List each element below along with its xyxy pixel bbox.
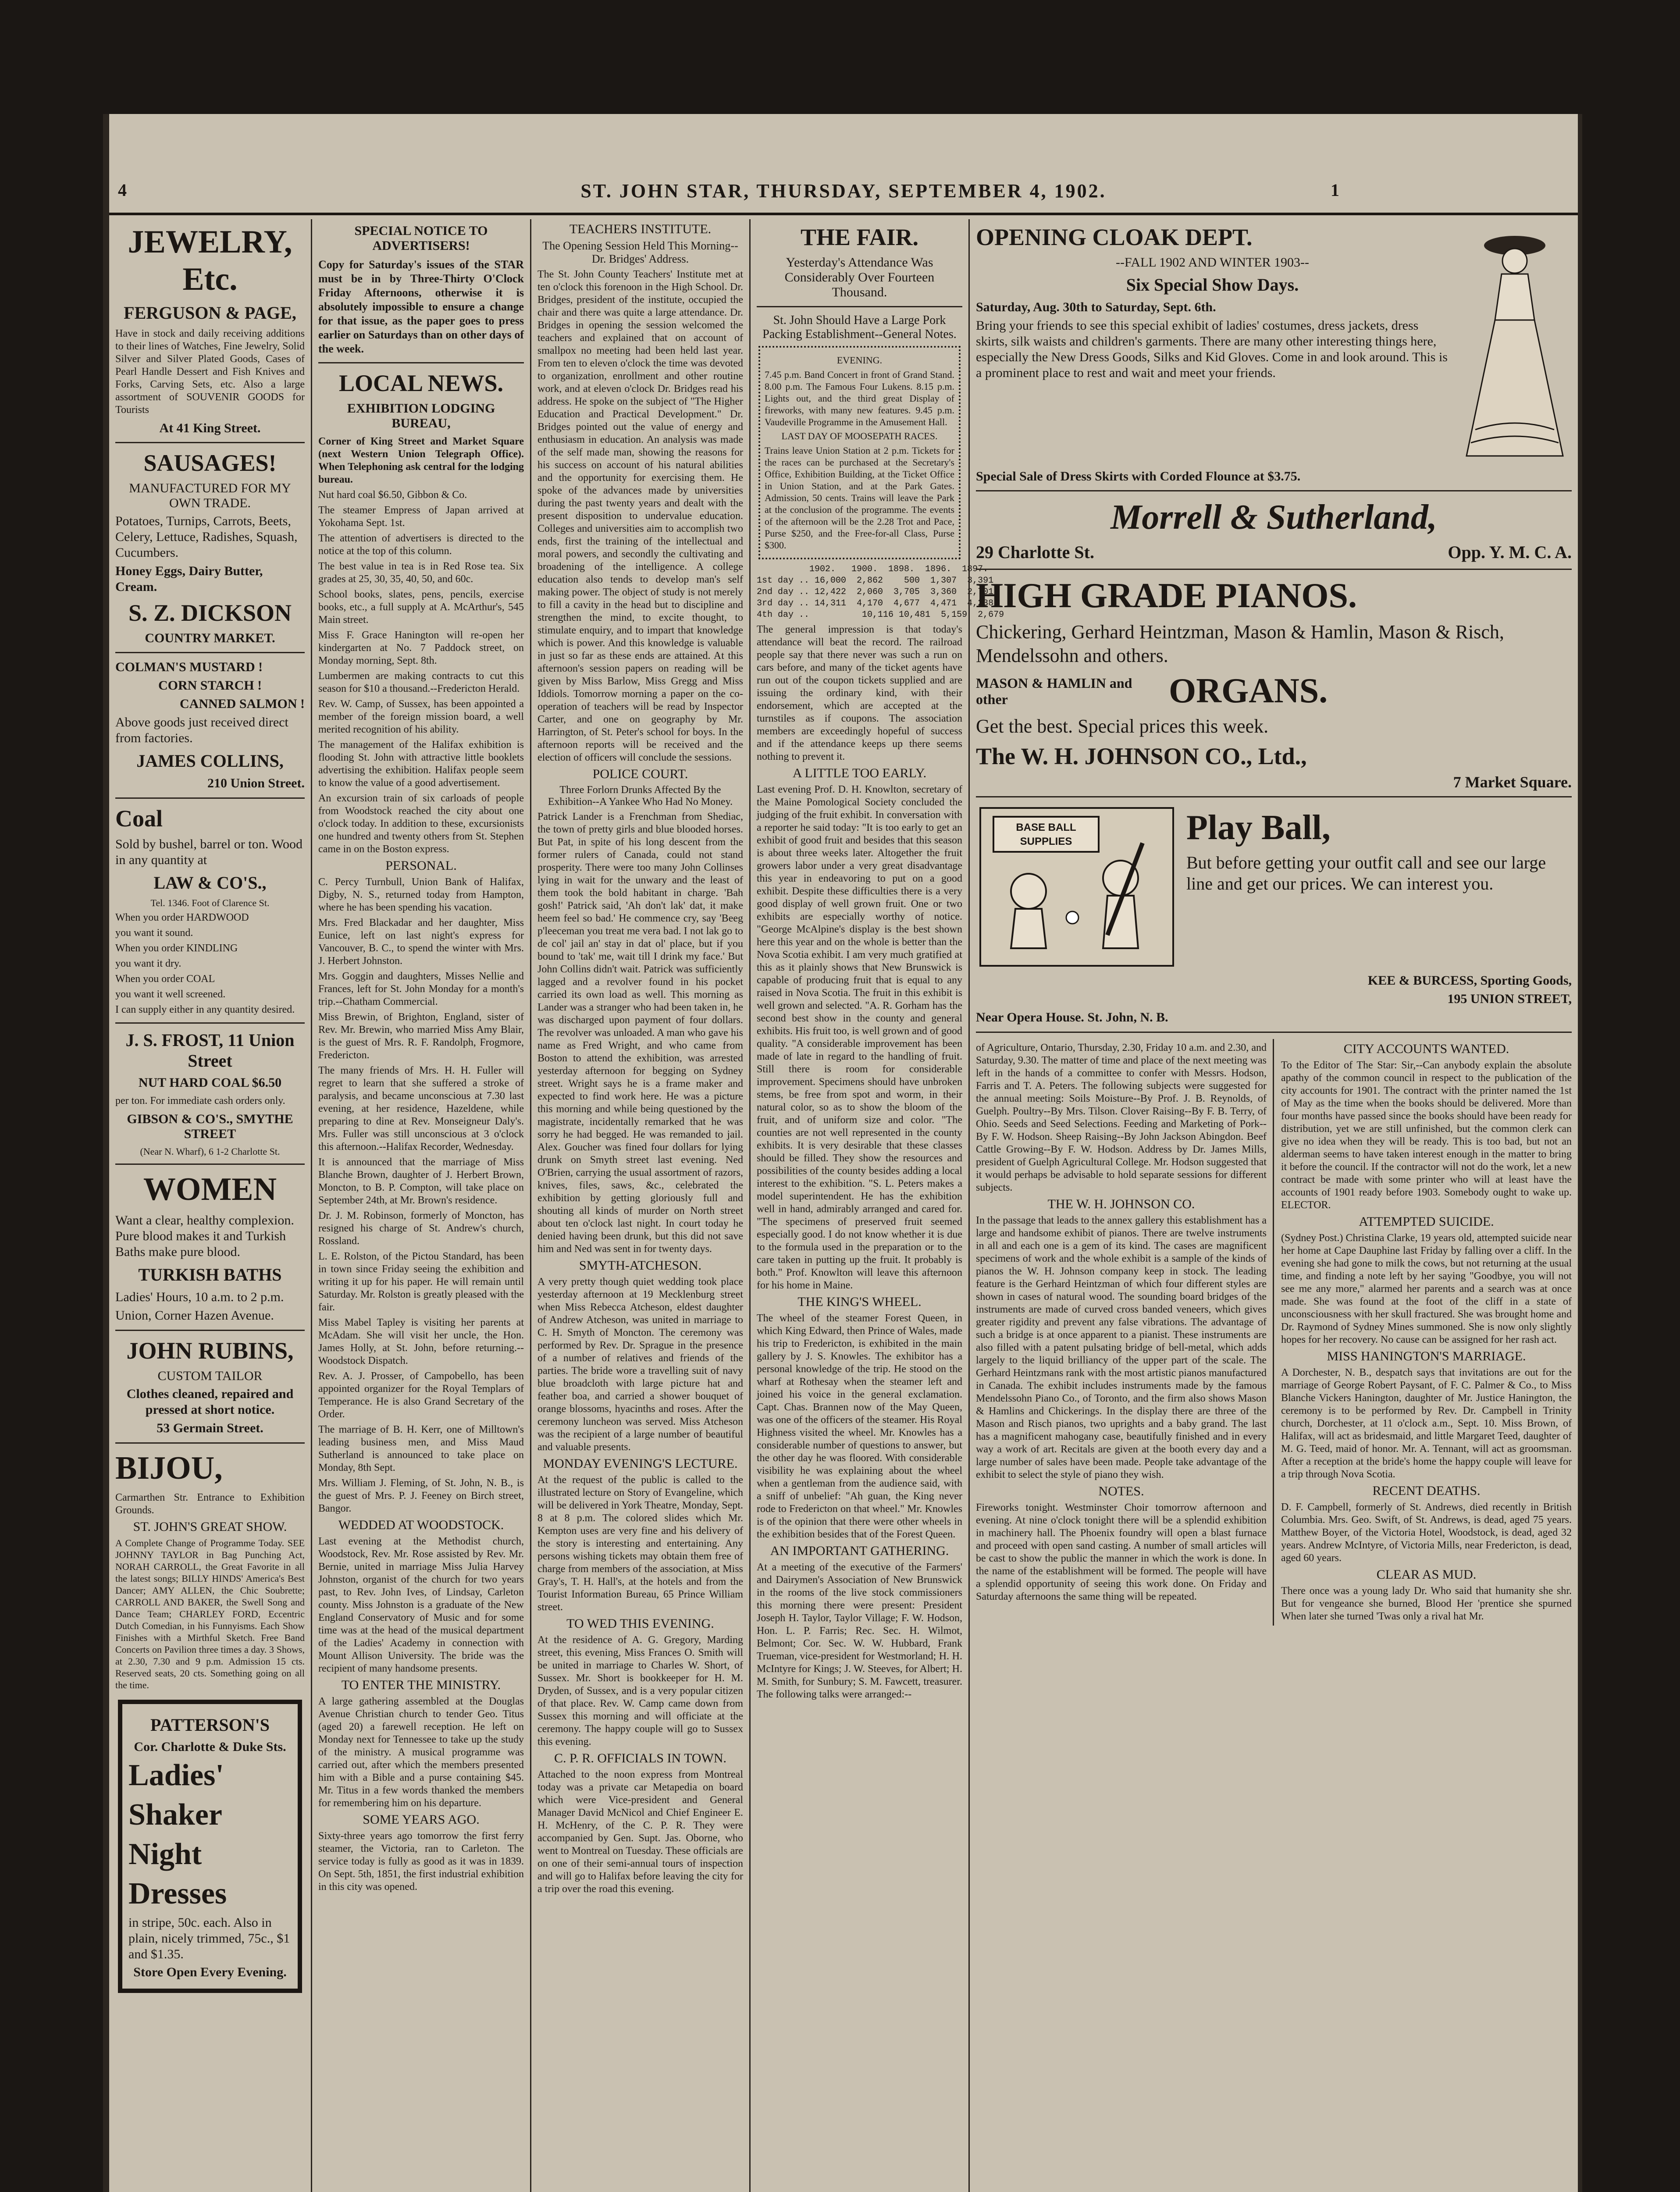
column-5 xyxy=(968,219,1578,2192)
column-1-ads xyxy=(109,219,311,2192)
local-item: Lumbermen are making contracts to cut this season for $10 a thousand.--Fredericton Herald. xyxy=(318,670,524,694)
bijou-text: A Complete Change of Programme Today. SEE JOHNNY TAYLOR in Bag Punching Act, NORAH CARROLL, the Great Favorite in all the latest songs; BILLY HINDS' America's Best Dancer; AMY ALLEN, the Chic Soubrette; CARROLL AND BAKER, the Swell Song and Dance Team; CHARLEY FORD, Eccentric Dutch Comedian, in his Funnyisms. Each Show Finishes with a Mirthful Sketch. Free Band Concerts on Pavilion three times a day. 3 Shows, at 2.30, 7.30 and 9 p.m. Admission 15 cts. Reserved seats, 20 cts. Something going on all the time. xyxy=(115,1537,305,1690)
notes-text: Fireworks tonight. Westminster Choir tomorrow afternoon and evening. At nine o'clock tonight there will be a splendid exhibition in machinery hall. The Phoenix foundry will open a blast furnace and proceed with open sand casting. A number of small articles will be cast to show the public the manner in which the work is done. In the name of the establishment will be formed. The people will have a splendid opportunity of seeing this work done. On Friday and Saturday afternoons the same thing will be repeated. xyxy=(976,1502,1267,1602)
organs-text: Get the best. Special prices this week. xyxy=(976,715,1269,737)
lady-in-dress-illustration xyxy=(1449,219,1572,465)
cpr-headline: C. P. R. OFFICIALS IN TOWN. xyxy=(554,1751,727,1765)
dickson-name: S. Z. DICKSON xyxy=(128,600,292,626)
sausages-sub: MANUFACTURED FOR MY OWN TRADE. xyxy=(129,481,291,510)
attendance-table-header: 1902. 1900. 1898. 1896. 1897. xyxy=(757,564,989,574)
turkish-address: Union, Corner Hazen Avenue. xyxy=(115,1308,274,1323)
personal-item: Mrs. Fred Blackadar and her daughter, Miss Eunice, left on last night's express for Vancouver, B. C., to spend the winter with Mrs. J. Herbert Johnston. xyxy=(318,917,524,967)
races-headline: LAST DAY OF MOOSEPATH RACES. xyxy=(781,431,938,441)
patterson-line-4: Dresses xyxy=(128,1877,227,1911)
masthead-title: ST. JOHN STAR, THURSDAY, SEPTEMBER 4, 1902. xyxy=(580,180,1107,202)
deaths-text: D. F. Campbell, formerly of St. Andrews, died recently in British Columbia. Mrs. Geo. Swift, of St. Andrews, is dead, aged 75 years. Matthew Boyer, of the Victoria Hotel, Woodstock, is dead, aged 32 years. Andrew McIntyre, of Victoria Mills, near Fredericton, is dead, aged 60 years. xyxy=(1281,1502,1572,1564)
divider xyxy=(318,362,524,363)
colman-line-2: CORN STARCH ! xyxy=(158,678,262,693)
ministry-text: A large gathering assembled at the Douglas Avenue Christian church to tender Geo. Titus (aged 20) a farewell reception. He left on Monday next for Tennessee to take up the study of the ministry. A musical programme was carried out, after which the members presented him with a Bible and a purse containing $45. Mr. Titus in a few words thanked the members for remembering him on his departure. xyxy=(318,1696,524,1809)
suicide-text: (Sydney Post.) Christina Clarke, 19 years old, attempted suicide near her home at Cape Dauphine last Friday by falling over a cliff. In the evening she had gone to milk the cows, but not returning at the usual time, and finding a note left by her saying "Goodbye, you will not see me any more," alarmed her parents and a search was at once made. She was found at the foot of the cliff in a state of unconsciousness with her skull fractured. She was brought home and Dr. Raymond of Sydney Mines summoned. She is now only slightly hopes for her recovery. No cause can be assigned for her rash act. xyxy=(1281,1232,1572,1345)
women-headline: WOMEN xyxy=(143,1171,277,1207)
column-3 xyxy=(530,219,749,2192)
personal-item: Miss Mabel Tapley is visiting her parents at McAdam. She will visit her uncle, the Hon. James Holly, at St. John, before returning.--Woodstock Dispatch. xyxy=(318,1317,524,1366)
local-item: The steamer Empress of Japan arrived at Yokohama Sept. 1st. xyxy=(318,505,524,529)
lecture-text: At the request of the public is called to the illustrated lecture on Story of Evangeline, which will be delivered in York Theatre, Monday, Sept. 8 at 8 p.m. The colored slides which Mr. Kempton uses are very fine and his delivery of the story is interesting and entertaining. Any persons wishing tickets may obtain them free of charge from members of the association, at Miss Gray's, T. H. Hall's, at the hotels and from the Tourist Information Bureau, 65 Prince William street. xyxy=(537,1474,743,1613)
rubins-address: 53 Germain Street. xyxy=(157,1421,263,1435)
frost-coal: NUT HARD COAL $6.50 xyxy=(138,1075,282,1090)
lecture-headline: MONDAY EVENING'S LECTURE. xyxy=(543,1456,738,1471)
years-ago-text: Sixty-three years ago tomorrow the first ferry steamer, the Victoria, ran to Carleton. The service today is fully as good as it was in 1839. On Sept. 5th, 1851, the first industrial exhibition in this city was opened. xyxy=(318,1830,524,1893)
baseball-sign-text: BASE BALL xyxy=(1016,822,1076,833)
kee-name: KEE & BURCESS, Sporting Goods, xyxy=(1367,973,1572,988)
deaths-headline: RECENT DEATHS. xyxy=(1372,1484,1481,1498)
accounts-headline: CITY ACCOUNTS WANTED. xyxy=(1343,1042,1509,1056)
local-item: Nut hard coal $6.50, Gibbon & Co. xyxy=(318,489,467,501)
wedded-headline: WEDDED AT WOODSTOCK. xyxy=(338,1518,504,1532)
local-item: An excursion train of six carloads of people from Woodstock reached the city about one o'clock today. In addition to these, excursionists one hundred and twenty others from St. Stephen came in on the Boston express. xyxy=(318,793,524,855)
patterson-ad xyxy=(118,1700,302,1993)
newspaper-page xyxy=(103,114,1582,2192)
personal-item: The many friends of Mrs. H. H. Fuller will regret to learn that she suffered a stroke of paralysis, and became unconscious at 7.30 last evening, at her residence, Hazeldene, while preparing to dine at Rev. Monseigneur Daly's. Mrs. Fuller was still unconscious at 3 o'clock this afternoon.--Halifax Recorder, Wednesday. xyxy=(318,1065,524,1153)
cloak-sale: Special Sale of Dress Skirts with Corded Flounce at $3.75. xyxy=(976,469,1301,484)
teachers-headline: TEACHERS INSTITUTE. xyxy=(569,222,712,236)
organs-row xyxy=(976,671,1572,711)
local-item: Miss F. Grace Hanington will re-open her kindergarten at No. 7 Paddock street, on Monday morning, Sept. 8th. xyxy=(318,630,524,666)
mud-headline: CLEAR AS MUD. xyxy=(1376,1567,1477,1582)
law-supply: I can supply either in any quantity desired. xyxy=(115,1004,295,1015)
personal-item: Dr. J. M. Robinson, formerly of Moncton, has resigned his charge of St. Andrew's church, Rossland. xyxy=(318,1210,524,1247)
coal-headline: Coal xyxy=(115,805,163,832)
local-item: The best value in tea is in Red Rose tea. Six grades at 25, 30, 35, 40, 50, and 60c. xyxy=(318,561,524,585)
cpr-text: Attached to the noon express from Montreal today was a private car Metapedia on board which were Vice-president and General Manager David McNicol and Chief Engineer E. H. McHenry, of the C. P. R. They were accompanied by Gen. Supt. Jas. Oborne, who went to Montreal on Tuesday. These officials are on one of their semi-annual tours of inspection and will go to Halifax before leaving the city for a trip over the road this evening. xyxy=(537,1769,743,1895)
frost-text: per ton. For immediate cash orders only. xyxy=(115,1095,285,1107)
divider xyxy=(115,1442,305,1444)
suicide-headline: ATTEMPTED SUICIDE. xyxy=(1359,1214,1494,1229)
evening-program-box xyxy=(758,346,961,559)
divider xyxy=(976,569,1572,570)
patterson-text: in stripe, 50c. each. Also in plain, nicely trimmed, 75c., $1 and $1.35. xyxy=(128,1915,290,1961)
ferguson-text: Have in stock and daily receiving additions to their lines of Watches, Fine Jewelry, Solid Silver and Silver Plated Goods, Cases of Pearl Handle Dessert and Fish Knives and Forks, Carving Sets, etc. Also a large assortment of SOUVENIR GOODS for Tourists xyxy=(115,328,305,416)
gathering-headline: AN IMPORTANT GATHERING. xyxy=(770,1544,949,1558)
cloak-text: Bring your friends to see this special exhibit of ladies' costumes, dress jackets, dress skirts, silk waists and children's garments. There are many other interesting things here, especially the New Dress Goods, Silks and Kid Gloves. Come in and look around. This is a prominent place to rest and wait and meet your friends. xyxy=(976,318,1448,380)
coal-text: Sold by bushel, barrel or ton. Wood in any quantity at xyxy=(115,837,303,867)
lodging-text: Corner of King Street and Market Square (next Western Union Telegraph Office). When Telephoning ask central for the lodging bureau. xyxy=(318,436,524,485)
local-item: Rev. W. Camp, of Sussex, has been appointed a member of the foreign mission board, a well merited recognition of his ability. xyxy=(318,698,524,735)
divider xyxy=(115,1022,305,1024)
marriage-text: A Dorchester, N. B., despatch says that invitations are out for the marriage of George Robert Paysant, of F. C. Palmer & Co., to Miss Blanche Vickers Hanington, daughter of Mr. Justice Hanington, the ceremony is to be performed by Rev. Dr. Campbell in Trinity church, Dorchester, at 11 o'clock a.m., Sept. 10. Miss Brown, of Halifax, will act as bridesmaid, and little Margaret Teed, daughter of M. G. Teed, maid of honor. Mr. A. Tennant, will act as groomsman. After a reception at the bride's home the happy couple will leave for a trip through Nova Scotia. xyxy=(1281,1367,1572,1480)
police-subhead: Three Forlorn Drunks Affected By the Exhibition--A Yankee Who Had No Money. xyxy=(548,784,733,808)
years-ago-headline: SOME YEARS AGO. xyxy=(363,1812,480,1827)
attendance-row: 3rd day .. 14,311 4,170 4,677 4,471 4,238 xyxy=(757,598,994,608)
personal-item: It is announced that the marriage of Miss Blanche Brown, daughter of J. Herbert Brown, Moncton, to B. P. Compton, will take place on September 24th, at Mr. Brown's residence. xyxy=(318,1156,524,1206)
gibson-name: GIBSON & CO'S., SMYTHE STREET xyxy=(127,1112,293,1141)
local-item: The attention of advertisers is directed to the notice at the top of this column. xyxy=(318,533,524,557)
column-4 xyxy=(749,219,1004,2192)
divider xyxy=(115,1164,305,1165)
bijou-headline: BIJOU, xyxy=(115,1450,223,1486)
personal-headline: PERSONAL. xyxy=(385,858,457,873)
races-text: Trains leave Union Station at 2 p.m. Tickets for the races can be purchased at the Secretary's Office, Exhibition Building, at the Ticket Office in Union Station, and at the Park Gates. Admission, 50 cents. Trains will leave the Park at the conclusion of the programme. The events of the afternoon will be the 2.28 Trot and Pace, Purse $250, and the Free-for-all Class, Purse $300. xyxy=(765,445,954,551)
personal-item: Miss Brewin, of Brighton, England, sister of Rev. Mr. Brewin, who married Miss Amy Blair, is the guest of Mrs. R. F. Randolph, Frogmore, Fredericton. xyxy=(318,1011,524,1061)
collins-name: JAMES COLLINS, xyxy=(136,751,284,771)
law-address: Tel. 1346. Foot of Clarence St. xyxy=(150,897,270,908)
cloak-headline: OPENING CLOAK DEPT. xyxy=(976,224,1253,250)
law-line: you want it dry. xyxy=(115,958,182,969)
attendance-row: 2nd day .. 12,422 2,060 3,705 3,360 2,701 xyxy=(757,587,994,597)
organs-headline: ORGANS. xyxy=(1169,672,1328,710)
pork-subhead: St. John Should Have a Large Pork Packing Establishment--General Notes. xyxy=(762,313,957,341)
local-item: The management of the Halifax exhibition is flooding St. John with attractive little booklets advertising the exhibition. Halifax people seem to know the value of a good advertisement. xyxy=(318,739,524,789)
wed-headline: TO WED THIS EVENING. xyxy=(566,1616,714,1631)
gibson-address: (Near N. Wharf), 6 1-2 Charlotte St. xyxy=(140,1146,280,1157)
cloak-season: --FALL 1902 AND WINTER 1903-- xyxy=(1115,255,1310,270)
divider xyxy=(115,797,305,799)
patterson-footer: Store Open Every Evening. xyxy=(133,1965,287,1979)
law-line: When you order COAL xyxy=(115,973,215,985)
morrell-address-right: Opp. Y. M. C. A. xyxy=(1448,542,1572,562)
morrell-address-row xyxy=(976,542,1572,562)
personal-item: L. E. Rolston, of the Pictou Standard, has been in town since Friday seeing the exhibition and writing it up for his paper. He will remain until Saturday. Mr. Rolston is greatly pleased with the fair. xyxy=(318,1251,524,1313)
divider xyxy=(757,306,962,307)
bijou-title: ST. JOHN'S GREAT SHOW. xyxy=(133,1519,287,1534)
ferguson-address: At 41 King Street. xyxy=(159,421,261,435)
local-news-headline: LOCAL NEWS. xyxy=(338,370,504,396)
evening-headline: EVENING. xyxy=(836,355,883,366)
cloak-dates: Saturday, Aug. 30th to Saturday, Sept. 6th. xyxy=(976,300,1216,314)
smyth-headline: SMYTH-ATCHESON. xyxy=(579,1258,702,1273)
patterson-line-3: Night xyxy=(128,1837,202,1871)
divider xyxy=(115,652,305,653)
play-ball-headline: Play Ball, xyxy=(1186,808,1331,847)
wed-text: At the residence of A. G. Gregory, Marding street, this evening, Miss Frances O. Smith will be united in marriage to Charles W. Short, of Sussex. Mr. Short is bookkeeper for H. M. Dryden, of Sussex, and is a very popular citizen of that place. Rev. W. Camp came down from Sussex this morning and will officiate at the ceremony. The happy couple will go to Sussex this evening. xyxy=(537,1634,743,1747)
teachers-subhead: The Opening Session Held This Morning--Dr. Bridges' Address. xyxy=(542,239,738,265)
mud-text: There once was a young lady Dr. Who said that humanity she shr. But for vengeance she burned, Blood Her 'prentice she spurned When later she turned 'Twas only a rival hat Mr. xyxy=(1281,1585,1572,1622)
fair-subhead: Yesterday's Attendance Was Considerably Over Fourteen Thousand. xyxy=(784,255,935,299)
bottom-left-column xyxy=(976,1039,1274,1626)
patterson-line-1: Ladies' xyxy=(128,1758,224,1792)
evening-text: 7.45 p.m. Band Concert in front of Grand Stand. 8.00 p.m. The Famous Four Lukens. 8.15 p.m. Lights out, and the third great Display of fireworks, with many new features. 9.45 p.m. Vaudeville Programme in the Amusement Hall. xyxy=(765,369,954,427)
jewelry-headline: JEWELRY, Etc. xyxy=(128,224,292,297)
notes-headline: NOTES. xyxy=(1098,1484,1144,1498)
police-headline: POLICE COURT. xyxy=(592,767,688,781)
organs-left: MASON & HAMLIN and other xyxy=(976,675,1132,707)
early-text: Last evening Prof. D. H. Knowlton, secretary of the Maine Pomological Society concluded the judging of the fruit exhibit. In conversation with a reporter he said today: "It is too early to get an exhibit of good fruit and besides that this season is about three weeks later. Altogether the fruit growers labor under a very great disadvantage this year in endeavoring to put on a good exhibit. Despite these difficulties there is a very good display of well grown fruit. One or two exhibits are especially worthy of notice. "George McAlpine's display is the best shown here this year and on the whole is better than the Nova Scotia exhibit. I am very much gratified at this as it plainly shows that New Brunswick is capable of producing fruit that is equal to any raised in Nova Scotia. The fruit in this exhibit is well grown and selected. "A. R. Gorham has the second best show in the county and general exhibits. His fruit too, is well grown and of good quality. "A considerable improvement has been made of late in regard to the handling of fruit. Still there is room for considerable improvement. Specimens should have unbroken stems, be free from spot and worm, in their natural color, so as to show the bloom of the fruit, and of uniform size and color. "The counties are not well represented in the county exhibits. It is very desirable that these classes should be filled. They show the resources and possibilities of the county besides adding a local interest to the exhibition. "S. L. Peters makes a model superintendent. He has the exhibition well in hand, admirably arranged and cared for. "The specimens of preserved fruit seemed especially good. I do not know whether it is due to the formula used in the preparation or to the care taken in putting up the fruit. It probably is both." Prof. Knowlton will leave this afternoon for his home in Maine. xyxy=(757,784,962,1291)
johnson-name: The W. H. JOHNSON CO., Ltd., xyxy=(976,743,1307,769)
fair-text: The general impression is that today's attendance will beat the record. The railroad people say that there never was such a run on cars before, and many of the ticket agents have run out of the coupon tickets supplied and are issuing the ordinary kind, with their endorsement, which are accepted at the turnstiles as if coupons. The association members are exceedingly hopeful of success and if the attendance keeps up there seems nothing to prevent it. xyxy=(757,624,962,762)
whj-text: In the passage that leads to the annex gallery this establishment has a large and handsome exhibit of pianos. There are twelve instruments in all and each one is a gem of its kind. The cases are magnificent specimens of work and the whole exhibit is a sample of the kinds of pianos the W. H. Johnson company keep in stock. The leading feature is the Gerhard Heintzman of which four different styles are shown in cases of natural wood. The sounding board bridges of the instruments are made of curved cross banded veneers, which gives greater rigidity and prevent any false vibrations. The advantage of such a bridge is at once apparent to a pianist. These instruments are also filled with a patent pulsating bridge of bell-metal, which adds largely to the liquid brilliancy of the upper part of the scale. The Gerhard Heintzmans rank with the most artistic pianos manufactured in Canada. The exhibit includes instruments made by the famous Mendelssohn Piano Co., of Toronto, and the firm also shows Mason & Hamlins and Chickerings. In the display there are three of the Mason and Risch pianos, two uprights and a baby grand. The last has a magnificent mahogany case, beautifully finished and in every way a work of art. Recitals are given at the booth every day and a large number of sales have been made. People take advantage of the exhibit to select the style of piano they wish. xyxy=(976,1215,1267,1480)
police-text: Patrick Lander is a Frenchman from Shediac, the town of pretty girls and blue blooded horses. But Pat, in spite of his long descent from the former rulers of Canada, could not stand prosperity. There were too many John Collinses lying in wait for the unwary and the least of them took the bold habitant in charge. 'Bah gosh!' Patrick said, 'Ah don't lak' dat, it make heem feel so bad.' He commence cry, say 'Beeg p'leeceman you treat me vera bad. I not lak go to de col' jail an' stay in dat ol' place, but if you bound to 'tak' me, wait till I drink my face.' But John Collins didn't wait. Patrick was sufficiently lagged and a revolver found in his pocket carried its own load as well. This morning as Lander was a stranger who had been taken in, he was discharged upon payment of four dollars. The revolver was unloaded. A man who gave his name as Fred Wright, and who came from Boston to attend the exhibition, was arrested yesterday afternoon for begging on Sydney street. Wright says he is a frame maker and expected to find work here. He was a picture this morning and while being questioned by the magistrate, incidentally remarked that he was sorry he had begged. He was remanded to jail. Alex. Goucher was fined four dollars for lying drunk on Smyth street last evening. Ned O'Brien, carrying the usual assortment of razors, knives, files, saws, &c., celebrated the exhibition by getting gloriously full and shouting all kinds of murder on North street about ten o'clock last night. In court today he denied having been drunk, but this did not save him and Ned was sent in for twenty days. xyxy=(537,811,743,1255)
law-line: you want it well screened. xyxy=(115,989,226,1000)
turkish-hours: Ladies' Hours, 10 a.m. to 2 p.m. xyxy=(115,1290,284,1304)
local-item: School books, slates, pens, pencils, exercise books, etc., a full supply at A. McArthur's, 545 Main street. xyxy=(318,589,524,626)
turkish-baths-headline: TURKISH BATHS xyxy=(138,1265,282,1285)
pianos-headline: HIGH GRADE PIANOS. xyxy=(976,576,1357,615)
special-notice-headline: SPECIAL NOTICE TO ADVERTISERS! xyxy=(354,224,488,253)
sausages-text-2: Honey Eggs, Dairy Butter, Cream. xyxy=(115,564,263,594)
law-line: you want it sound. xyxy=(115,927,193,939)
attendance-row: 1st day .. 16,000 2,862 500 1,307 3,391 xyxy=(757,576,994,586)
page-number-right: 1 xyxy=(1331,180,1341,200)
whj-headline: THE W. H. JOHNSON CO. xyxy=(1047,1197,1195,1211)
kee-near: Near Opera House. St. John, N. B. xyxy=(976,1010,1168,1025)
bijou-address: Carmarthen Str. Entrance to Exhibition Grounds. xyxy=(115,1492,305,1516)
law-line: When you order KINDLING xyxy=(115,943,238,954)
collins-address: 210 Union Street. xyxy=(207,776,305,790)
colman-text: Above goods just received direct from factories. xyxy=(115,715,288,745)
baseball-illustration xyxy=(976,804,1178,970)
smyth-text: A very pretty though quiet wedding took place yesterday afternoon at 19 Mecklenburg street when Miss Rebecca Atcheson, eldest daughter of Andrew Atcheson, was united in marriage to C. H. Smyth of Moncton. The ceremony was performed by Rev. Dr. Sprague in the presence of a number of relatives and friends of the parties. The bride wore a travelling suit of navy blue broadcloth with large picture hat and feather boa, and carried a shower bouquet of orange blossoms, hyacinths and roses. After the ceremony luncheon was served. Miss Atcheson was the recipient of a large number of beautiful and valuable presents. xyxy=(537,1276,743,1453)
baseball-ad xyxy=(976,804,1572,970)
women-text: Want a clear, healthy complexion. Pure blood makes it and Turkish Baths make pure blood. xyxy=(115,1213,294,1259)
column-2 xyxy=(311,219,530,2192)
teachers-text: The St. John County Teachers' Institute met at ten o'clock this forenoon in the High School. Dr. Bridges, president of the institute, occupied the chair and there was quite a large attendance. Dr. Bridges in opening the session welcomed the teachers and explained that on account of smallpox no meeting had been held last year. From ten to eleven o'clock the time was devoted to organization, enrollment and other routine work, and at eleven o'clock Dr. Bridges read his address. He spoke on the subject of "The Higher Education and Practical Development." Dr. Bridges pointed out the value of energy and enthusiasm in education. An analysis was made of the self made man, showing the reasons for his success on account of his natural abilities and the opportunity for exercising them. He spoke of the advances made by universities during the past twenty years and dealt with the present disposition to undervalue education. Colleges and universities aim to accomplish two ends, first the training of the intellectual and moral powers, and secondly the cultivating and broadening of the intelligence. A college education also tends to develop man's self making power. The object of study is not merely to fill a cavity in the head but to discipline and strengthen the mind, to excite thought, to stimulate enquiry, and to impart that knowledge which is power. And this knowledge is valuable in just so far as these ends are attained. At this afternoon's session papers on reading will be given by Miss Barlow, Miss Gregg and Miss Iddiols. Tomorrow morning a paper on the co-operation of teachers will be read by Inspector Carter, and one on geography by Mr. Harrington, of St. Peter's school for boys. In the afternoon reports will be received and the election of officers will conclude the sessions. xyxy=(537,269,743,763)
patterson-name: PATTERSON'S xyxy=(150,1715,270,1735)
divider xyxy=(976,1032,1572,1033)
johnson-address: 7 Market Square. xyxy=(1453,773,1572,791)
patterson-line-2: Shaker xyxy=(128,1798,222,1832)
page-number-left: 4 xyxy=(118,180,128,200)
rubins-name: JOHN RUBINS, xyxy=(126,1338,294,1364)
ministry-headline: TO ENTER THE MINISTRY. xyxy=(341,1678,501,1692)
play-ball-text: But before getting your outfit call and see our large line and get our prices. We can interest you. xyxy=(1186,853,1546,893)
dickson-sub: COUNTRY MARKET. xyxy=(145,631,275,645)
masthead xyxy=(109,180,1578,206)
lodging-headline: EXHIBITION LODGING BUREAU, xyxy=(347,401,495,431)
divider xyxy=(976,490,1572,491)
baseball-sign-text-2: SUPPLIES xyxy=(1020,836,1072,847)
attendance-row: 4th day .. 10,116 10,481 5,159 2,679 xyxy=(757,610,1004,620)
colman-line-3: CANNED SALMON ! xyxy=(180,697,305,711)
sausages-headline: SAUSAGES! xyxy=(143,450,277,476)
rubins-sub: CUSTOM TAILOR xyxy=(157,1369,263,1383)
rubins-text: Clothes cleaned, repaired and pressed at short notice. xyxy=(126,1387,294,1417)
sausages-text: Potatoes, Turnips, Carrots, Beets, Celery, Lettuce, Radishes, Squash, Cucumbers. xyxy=(115,514,298,560)
divider xyxy=(976,796,1572,797)
personal-item: The marriage of B. H. Kerr, one of Milltown's leading business men, and Miss Maud Sutherland is announced to take place on Monday, 8th Sept. xyxy=(318,1424,524,1473)
personal-item: Mrs. Goggin and daughters, Misses Nellie and Frances, left for St. John Monday for a month's trip.--Chatham Commercial. xyxy=(318,971,524,1007)
bottom-right-column xyxy=(1281,1039,1572,1626)
personal-item: C. Percy Turnbull, Union Bank of Halifax, Digby, N. S., returned today from Hampton, where he has been spending his vacation. xyxy=(318,876,524,913)
morrell-name: Morrell & Sutherland, xyxy=(1111,498,1437,537)
cloak-show-days: Six Special Show Days. xyxy=(1126,275,1299,295)
cloak-ad xyxy=(976,219,1572,465)
special-notice-text: Copy for Saturday's issues of the STAR must be in by Three-Thirty O'Clock Friday Afternoons, otherwise it is absolutely impossible to ensure a change for that issue, as the paper goes to press earlier on Saturdays than on other days of the week. xyxy=(318,258,524,355)
frost-name: J. S. FROST, 11 Union Street xyxy=(125,1030,295,1071)
marriage-headline: MISS HANINGTON'S MARRIAGE. xyxy=(1327,1349,1526,1363)
wheel-headline: THE KING'S WHEEL. xyxy=(797,1295,922,1309)
colman-line-1: COLMAN'S MUSTARD ! xyxy=(115,660,263,674)
ferguson-name: FERGUSON & PAGE, xyxy=(124,303,296,323)
morrell-address-left: 29 Charlotte St. xyxy=(976,542,1094,562)
law-line: When you order HARDWOOD xyxy=(115,912,249,923)
agriculture-text: of Agriculture, Ontario, Thursday, 2.30, Friday 10 a.m. and 2.30, and Saturday, 9.30. The matter of time and place of the next meeting was left in the hands of a committee to confer with Messrs. Hodson, Farris and T. A. Peters. The following subjects were suggested for the annual meeting: Soils Moisture--By Prof. J. B. Reynolds, of Guelph. Poultry--By Mrs. Tilson. Clover Raising--By F. B. Terry, of Ohio. Seeds and Seed Selections. Feeding and Marketing of Pork--By F. W. Hodson. Sheep Raising--By John Jackson Abingdon. Beef Cattle Growing--By F. W. Hodson. Address by Dr. James Mills, president of Guelph Agricultural College. Mr. Hodson suggested that it would perhaps be advisable to hold separate sessions for different subjects. xyxy=(976,1042,1267,1193)
accounts-text: To the Editor of The Star: Sir,--Can anybody explain the absolute apathy of the common council in respect to the publication of the city accounts for 1901. The contract with the printer named the 1st of May as the time when the books should be delivered. More than four months have passed since the books should have been ready for distribution, yet we are still unfinished, but the common clerk can give no idea when they will be ready. This is too bad, but not an alderman seems to have taken interest enough in the matter to bring it before the council. If the contractor will not do the work, let a new contract be made with some printer who will at least have the accounts of 1901 ready before 1903. Somebody ought to wake up. ELECTOR. xyxy=(1281,1060,1572,1211)
wedded-text: Last evening at the Methodist church, Woodstock, Rev. Mr. Rose assisted by Rev. Mr. Bernie, united in marriage Miss Julia Harvey Johnston, organist of the church for two years past, to Rev. John Ives, of Lindsay, Carleton county. Miss Johnston is a graduate of the New England Conservatory of Music and for some time was at the head of the musical department of the Ladies' Academy in connection with Mount Allison University. The bride was the recipient of many handsome presents. xyxy=(318,1536,524,1674)
wheel-text: The wheel of the steamer Forest Queen, in which King Edward, then Prince of Wales, made his trip to Fredericton, is exhibited in the main gallery by J. S. Knowles. The exhibitor has a personal knowledge of the trip. He stood on the wharf at Rothesay when the steamer left and joined his voice in the general exclamation. Capt. Chas. Brannen now of the May Queen, was one of the officers of the steamer. His Royal Highness visited the wheel. Mr. Knowles has a considerable number of questions to answer, but the other day he was floored. With considerable visibility he was explaining about the wheel when a gentleman from the audience said, with a sniff of unbelief: "Ah guan, the King never rode to Fredericton on that wheel." Mr. Knowles is of the opinion that there were other wheels in the exhibition besides that of the Forest Queen. xyxy=(757,1313,962,1540)
law-name: LAW & CO'S., xyxy=(153,873,267,893)
kee-address: 195 UNION STREET, xyxy=(1447,992,1572,1006)
pianos-text: Chickering, Gerhard Heintzman, Mason & Hamlin, Mason & Risch, Mendelssohn and others. xyxy=(976,621,1504,666)
divider xyxy=(115,1330,305,1331)
divider xyxy=(115,442,305,443)
early-headline: A LITTLE TOO EARLY. xyxy=(792,766,927,780)
patterson-address: Cor. Charlotte & Duke Sts. xyxy=(134,1740,286,1754)
fair-headline: THE FAIR. xyxy=(800,224,919,250)
masthead-rule xyxy=(109,213,1578,215)
personal-item: Rev. A. J. Prosser, of Campobello, has been appointed organizer for the Royal Templars of Temperance. He is also Grand Secretary of the Order. xyxy=(318,1370,524,1420)
bottom-news-split xyxy=(976,1039,1572,1626)
gathering-text: At a meeting of the executive of the Farmers' and Dairymen's Association of New Brunswick in the rooms of the live stock commissioners this morning there were present: President Joseph H. Taylor, Taylor Village; F. W. Hodson, Hon. L. P. Farris; Rec. Sec. H. Wilmot, Belmont; Cor. Sec. W. W. Hubbard, Frank Trueman, vice-president for Westmorland; H. H. McIntyre for Kings; J. W. Steeves, for Albert; H. M. Smith, for Sunbury; S. M. Fawcett, treasurer. The following talks were arranged:-- xyxy=(757,1562,962,1700)
personal-item: Mrs. William J. Fleming, of St. John, N. B., is the guest of Mrs. P. J. Feeney on Birch street, Bangor. xyxy=(318,1477,524,1514)
